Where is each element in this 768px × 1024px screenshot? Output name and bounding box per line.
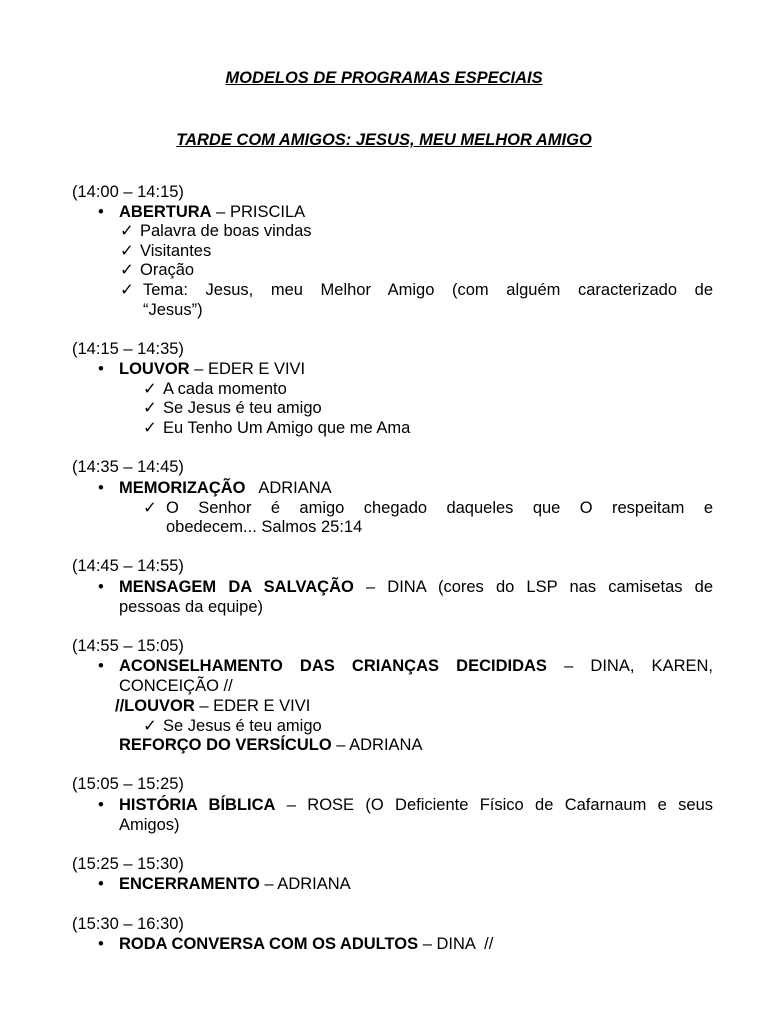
time-slot: (14:45 – 14:55) [72, 557, 184, 575]
bullet-icon: • [98, 203, 104, 221]
bullet-icon: • [98, 657, 104, 675]
sub-item [115, 697, 310, 716]
time-slot: (15:05 – 15:25) [72, 775, 184, 793]
bullet-icon: • [98, 935, 104, 953]
program-item [119, 657, 713, 676]
check-item [143, 717, 322, 736]
check-item-text: Palavra de boas vindas [140, 222, 312, 240]
bullet-icon: • [98, 875, 104, 893]
check-item-text: Visitantes [140, 242, 212, 260]
item-continuation: CONCEIÇÃO // [119, 677, 233, 695]
check-item-text: O Senhor é amigo chegado daqueles que O respeitam e [166, 499, 713, 517]
checkmark-icon: ✓ [120, 242, 134, 260]
check-item-text: Se Jesus é teu amigo [163, 717, 322, 735]
checkmark-icon: ✓ [143, 399, 157, 417]
check-item [120, 261, 194, 280]
item-responsible: – DINA // [418, 935, 494, 953]
check-item-text: “Jesus”) [143, 301, 203, 319]
program-item [119, 360, 305, 379]
check-item-text: Oração [140, 261, 195, 279]
item-continuation: pessoas da equipe) [119, 598, 264, 616]
program-item [119, 578, 713, 597]
time-slot: (15:25 – 15:30) [72, 855, 184, 873]
item-title: MENSAGEM DA SALVAÇÃO [119, 578, 354, 596]
time-slot: (14:00 – 14:15) [72, 183, 184, 201]
sub-item-responsible: – EDER E VIVI [194, 697, 311, 715]
program-item [119, 935, 493, 954]
check-item-text: Tema: Jesus, meu Melhor Amigo (com alguém caracterizado de [143, 281, 713, 299]
item-title: MEMORIZAÇÃO [119, 479, 246, 497]
item-title: ENCERRAMENTO [119, 875, 260, 893]
check-item [143, 399, 322, 418]
checkmark-icon: ✓ [120, 261, 134, 279]
checkmark-icon: ✓ [143, 499, 157, 517]
program-item [119, 796, 713, 815]
time-slot: (15:30 – 16:30) [72, 915, 184, 933]
program-item [119, 875, 351, 894]
sub-item-title: //LOUVOR [115, 697, 195, 715]
sub-item-responsible: – ADRIANA [331, 736, 423, 754]
program-item [119, 479, 332, 498]
check-item [120, 222, 312, 241]
item-title: HISTÓRIA BÍBLICA [119, 796, 276, 814]
item-title: LOUVOR [119, 360, 190, 378]
check-item [120, 242, 211, 261]
checkmark-icon: ✓ [143, 380, 157, 398]
item-continuation: Amigos) [119, 816, 180, 834]
sub-item-title: REFORÇO DO VERSÍCULO [119, 736, 332, 754]
item-responsible: – PRISCILA [211, 203, 306, 221]
check-item [120, 281, 140, 300]
bullet-icon: • [98, 360, 104, 378]
time-slot: (14:35 – 14:45) [72, 458, 184, 476]
document-title: MODELOS DE PROGRAMAS ESPECIAIS [225, 69, 543, 87]
bullet-icon: • [98, 578, 104, 596]
checkmark-icon: ✓ [120, 281, 134, 299]
check-item-text: Eu Tenho Um Amigo que me Ama [163, 419, 411, 437]
item-responsible: – EDER E VIVI [189, 360, 306, 378]
checkmark-icon: ✓ [143, 419, 157, 437]
bullet-icon: • [98, 479, 104, 497]
bullet-icon: • [98, 796, 104, 814]
checkmark-icon: ✓ [120, 222, 134, 240]
check-item-text: obedecem... Salmos 25:14 [166, 518, 363, 536]
item-responsible: – ROSE (O Deficiente Físico de Cafarnaum e seus [275, 796, 714, 814]
item-responsible: ADRIANA [245, 479, 332, 497]
check-item [143, 419, 410, 438]
checkmark-icon: ✓ [143, 717, 157, 735]
item-responsible: – ADRIANA [259, 875, 351, 893]
time-slot: (14:55 – 15:05) [72, 637, 184, 655]
check-item [143, 499, 163, 518]
item-responsible: – DINA (cores do LSP nas camisetas de [353, 578, 713, 596]
program-item [119, 203, 305, 222]
sub-item [119, 736, 422, 755]
item-responsible: – DINA, KAREN, [546, 657, 713, 675]
check-item-text: Se Jesus é teu amigo [163, 399, 322, 417]
item-title: ACONSELHAMENTO DAS CRIANÇAS DECIDIDAS [119, 657, 547, 675]
program-title: TARDE COM AMIGOS: JESUS, MEU MELHOR AMIGO [176, 131, 592, 149]
check-item [143, 380, 287, 399]
item-title: ABERTURA [119, 203, 212, 221]
check-item-text: A cada momento [163, 380, 287, 398]
item-title: RODA CONVERSA COM OS ADULTOS [119, 935, 419, 953]
time-slot: (14:15 – 14:35) [72, 340, 184, 358]
